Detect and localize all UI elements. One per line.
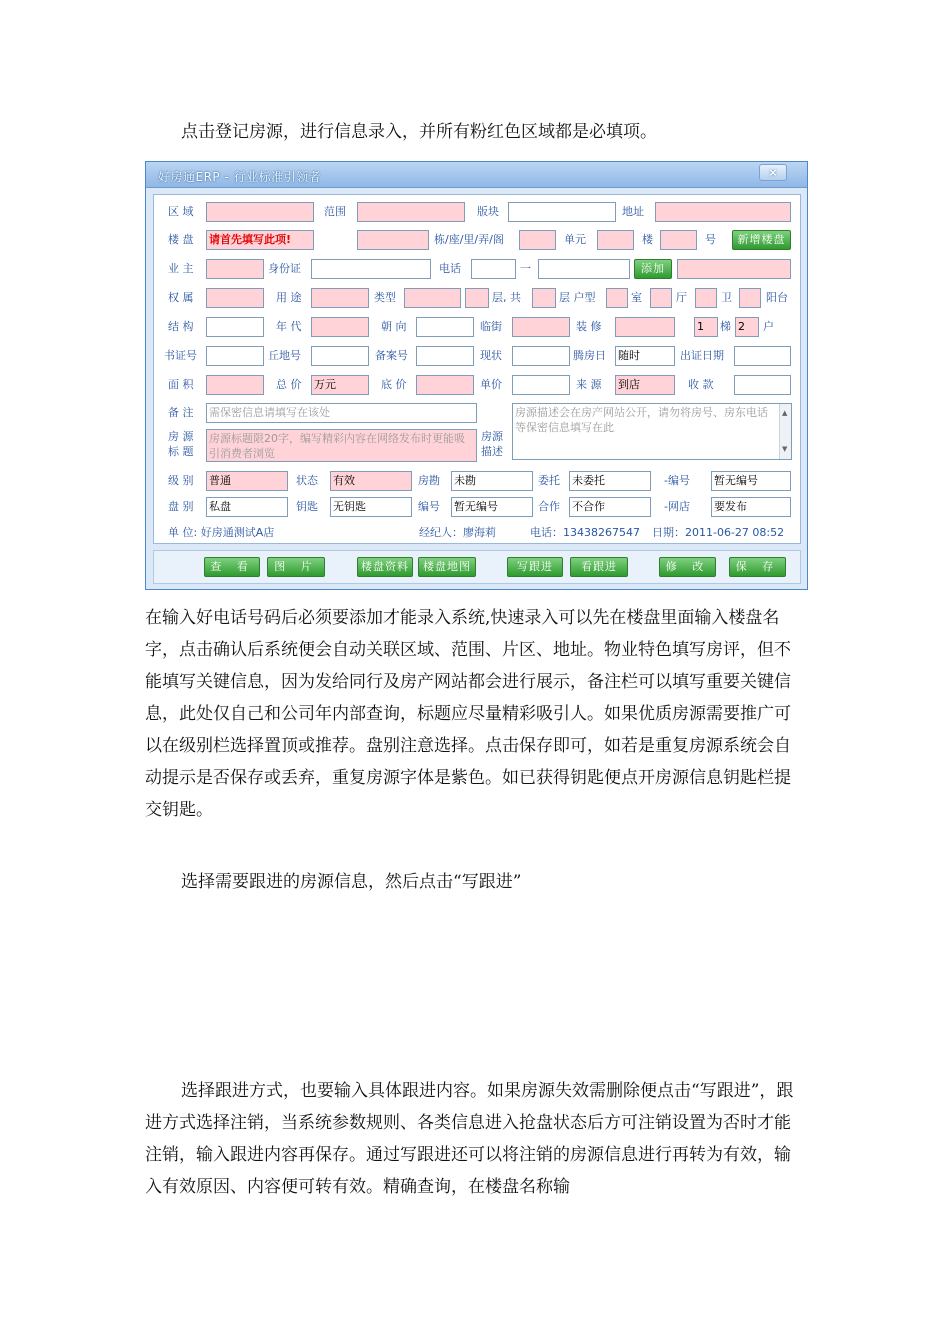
label-ceng-huxing: 层 户型	[559, 291, 596, 304]
label-ti: 梯	[720, 320, 731, 333]
loupan-extra-input[interactable]	[357, 230, 429, 250]
weituo-select[interactable]: 未委托	[569, 471, 651, 491]
label-shoukuan: 收 款	[688, 378, 714, 391]
label-quanshu: 权 属	[168, 291, 194, 304]
zongjia-input[interactable]: 万元	[311, 375, 369, 395]
label-loupan: 楼 盘	[168, 233, 194, 246]
linjie-input[interactable]	[512, 317, 570, 337]
wei-input[interactable]	[695, 288, 717, 308]
label-wei: 卫	[721, 291, 732, 304]
ti-input[interactable]: 1	[694, 317, 718, 337]
register-property-window	[145, 161, 808, 590]
date-info: 日期：2011-06-27 08:52	[652, 526, 785, 539]
close-button[interactable]	[759, 164, 787, 181]
yezhu-input[interactable]	[206, 259, 264, 279]
jiegou-input[interactable]	[206, 317, 264, 337]
followup-paragraph: 选择跟进方式，也要输入具体跟进内容。如果房源失效需删除便点击“写跟进”，跟进方式选择注销，当系统参数规则、各类信息进入抢盘状态后方可注销设置为否时才能注销，输入跟进内容再保存。通过写跟进还可以将注销的房源信息进行再转为有效，输入有效原因、内容便可转有效。精确查询，在楼盘名称输	[145, 1081, 794, 1197]
label-niandai: 年 代	[276, 320, 302, 333]
select-followup-line: 选择需要跟进的房源信息，然后点击“写跟进”	[181, 872, 522, 892]
write-followup-button[interactable]: 写跟进	[507, 557, 563, 577]
hezuo-select[interactable]: 不合作	[569, 497, 651, 517]
danjia-input[interactable]	[512, 375, 570, 395]
label-shuzhenghao: 书证号	[164, 349, 197, 362]
pictures-button[interactable]: 图 片	[267, 557, 325, 577]
phone-list-input[interactable]	[677, 259, 791, 279]
loupan-input[interactable]: 请首先填写此项!	[206, 230, 314, 250]
shenfenzheng-input[interactable]	[311, 259, 431, 279]
label-fanwei: 范围	[324, 205, 346, 218]
label-hao: 号	[705, 233, 716, 246]
label-zongjia: 总 价	[276, 378, 302, 391]
label-danyuan: 单元	[564, 233, 586, 246]
view-followup-button[interactable]: 看跟进	[570, 557, 628, 577]
label-dianhua: 电话	[439, 262, 461, 275]
label-zhuangxiu: 装 修	[576, 320, 602, 333]
bankuai-input[interactable]	[508, 202, 616, 222]
label-chaoxiang: 朝 向	[381, 320, 407, 333]
label-yaoshi: 钥匙	[296, 500, 318, 513]
building-info-button[interactable]: 楼盘资料	[357, 557, 413, 577]
description-scrollbar[interactable]	[779, 404, 791, 459]
label-quyu: 区 域	[168, 205, 194, 218]
dizhi-input[interactable]	[655, 202, 791, 222]
label-beizhu: 备 注	[168, 406, 194, 419]
label-dijia: 底 价	[381, 378, 407, 391]
label-ceng-gong: 层, 共	[492, 291, 521, 304]
jibie-select[interactable]: 普通	[206, 471, 288, 491]
house-title-textarea[interactable]: 房源标题限20字，编写精彩内容在网络发布时更能吸引消费者浏览	[206, 429, 477, 462]
phone-input[interactable]	[538, 259, 630, 279]
label-linjie: 临街	[480, 320, 502, 333]
body-paragraph: 在输入好电话号码后必须要添加才能录入系统,快速录入可以先在楼盘里面输入楼盘名字，点击确认后系统便会自动关联区域、范围、片区、地址。物业特色填写房评，但不能填写关键信息，因为发给同行及房产网站都会进行展示，备注栏可以填写重要关键信息，此处仅自己和公司年内部查询，标题应尽量精彩吸引人。如果优质房源需要推广可以在级别栏选择置顶或推荐。盘别注意选择。点击保存即可，如若是重复房源系统会自动提示是否保存或丢弃，重复房源字体是紫色。如已获得钥匙便点开房源信息钥匙栏提交钥匙。	[145, 608, 791, 820]
zhuangxiu-input[interactable]	[615, 317, 675, 337]
house-description-placeholder: 房源描述会在房产网站公开，请勿将房号、房东电话等保密信息填写在此	[515, 406, 768, 434]
label-yangtai: 阳台	[766, 291, 788, 304]
fanwei-input[interactable]	[357, 202, 465, 222]
phone-info: 电话：13438267547	[530, 526, 640, 539]
label-beianhao: 备案号	[375, 349, 408, 362]
label-miaoshu-2: 描述	[481, 445, 503, 458]
area-code-input[interactable]	[471, 259, 516, 279]
yongtu-input[interactable]	[311, 288, 369, 308]
ting-input[interactable]	[650, 288, 672, 308]
intro-text: 点击登记房源，进行信息录入，并所有粉红色区域都是必填项。	[181, 122, 657, 142]
leixing-input[interactable]	[404, 288, 461, 308]
chuzhengriqi-input[interactable]	[734, 346, 791, 366]
add-building-button[interactable]: 新增楼盘	[732, 230, 791, 250]
quyu-input[interactable]	[206, 202, 314, 222]
view-button[interactable]: 查 看	[204, 557, 260, 577]
label-leixing: 类型	[374, 291, 396, 304]
label-bianhao2: 编号	[418, 500, 440, 513]
label-bankuai: 版块	[477, 205, 499, 218]
label-panbie: 盘 别	[168, 500, 194, 513]
label-ting: 厅	[676, 291, 687, 304]
danyuan-input[interactable]	[597, 230, 634, 250]
bianhao2-input[interactable]: 暂无编号	[451, 497, 533, 517]
fangkan-select[interactable]: 未勘	[451, 471, 533, 491]
label-hezuo: 合作	[538, 500, 560, 513]
label-jibie: 级 别	[168, 474, 194, 487]
ceng-input[interactable]	[465, 288, 489, 308]
label-shi: 室	[631, 291, 642, 304]
window-titlebar	[146, 162, 807, 188]
panbie-select[interactable]: 私盘	[206, 497, 288, 517]
label-lou: 楼	[642, 233, 653, 246]
label-weituo: 委托	[538, 474, 560, 487]
dong-input[interactable]	[519, 230, 556, 250]
wangdian-select[interactable]: 要发布	[711, 497, 791, 517]
label-laiyuan: 来 源	[576, 378, 602, 391]
scroll-down-icon[interactable]: ▼	[782, 445, 788, 453]
label-chuzhengriqi: 出证日期	[680, 349, 724, 362]
label-dong: 栋/座/里/弄/阁	[434, 233, 504, 246]
shuzhenghao-input[interactable]	[206, 346, 264, 366]
label-zhuangtai: 状态	[296, 474, 318, 487]
laiyuan-input[interactable]: 到店	[615, 375, 675, 395]
label-wangdian: -网店	[664, 500, 690, 513]
action-toolbar	[153, 550, 801, 584]
shi-input[interactable]	[606, 288, 628, 308]
phone-dash: 一	[520, 262, 531, 275]
label-hu: 户	[763, 320, 774, 333]
label-qiudihao: 丘地号	[268, 349, 301, 362]
save-button[interactable]: 保 存	[729, 557, 786, 577]
mianji-input[interactable]	[206, 375, 264, 395]
property-form	[153, 194, 801, 544]
shoukuan-input[interactable]	[734, 375, 791, 395]
label-jiegou: 结 构	[168, 320, 194, 333]
lou-input[interactable]	[660, 230, 697, 250]
label-dizhi: 地址	[622, 205, 644, 218]
window-title: 好房通ERP - 行业标准引领者	[158, 170, 322, 184]
store-info: 单 位: 好房通测试A店	[168, 526, 275, 539]
quanshu-input[interactable]	[206, 288, 264, 308]
label-miaoshu-1: 房源	[481, 430, 503, 443]
add-phone-button[interactable]: 添加	[634, 259, 672, 279]
close-icon: ×	[768, 166, 778, 179]
xianzhuang-input[interactable]	[512, 346, 570, 366]
label-danjia: 单价	[480, 378, 502, 391]
label-shenfenzheng: 身份证	[268, 262, 301, 275]
label-biaoti-2: 标 题	[168, 445, 194, 458]
beianhao-input[interactable]	[416, 346, 474, 366]
edit-button[interactable]: 修 改	[659, 557, 716, 577]
dijia-input[interactable]	[416, 375, 474, 395]
beizhu-input[interactable]: 需保密信息请填写在该处	[206, 403, 477, 423]
scroll-up-icon[interactable]: ▲	[782, 409, 788, 417]
yaoshi-select[interactable]: 无钥匙	[330, 497, 412, 517]
label-tengfangri: 腾房日	[573, 349, 606, 362]
hu-input[interactable]: 2	[735, 317, 759, 337]
yangtai-input[interactable]	[739, 288, 761, 308]
label-yongtu: 用 途	[276, 291, 302, 304]
tengfangri-input[interactable]: 随时	[615, 346, 675, 366]
label-xianzhuang: 现状	[480, 349, 502, 362]
label-bianhao: -编号	[664, 474, 690, 487]
niandai-input[interactable]	[311, 317, 369, 337]
chaoxiang-input[interactable]	[416, 317, 474, 337]
agent-info: 经纪人：廖海莉	[419, 526, 496, 539]
bianhao-input[interactable]: 暂无编号	[711, 471, 791, 491]
building-map-button[interactable]: 楼盘地图	[418, 557, 476, 577]
house-description-textarea[interactable]	[512, 403, 792, 460]
qiudihao-input[interactable]	[311, 346, 369, 366]
gong-ceng-input[interactable]	[532, 288, 556, 308]
label-fangkan: 房勘	[418, 474, 440, 487]
label-yezhu: 业 主	[168, 262, 194, 275]
zhuangtai-select[interactable]: 有效	[330, 471, 412, 491]
label-biaoti-1: 房 源	[168, 430, 194, 443]
label-mianji: 面 积	[168, 378, 194, 391]
